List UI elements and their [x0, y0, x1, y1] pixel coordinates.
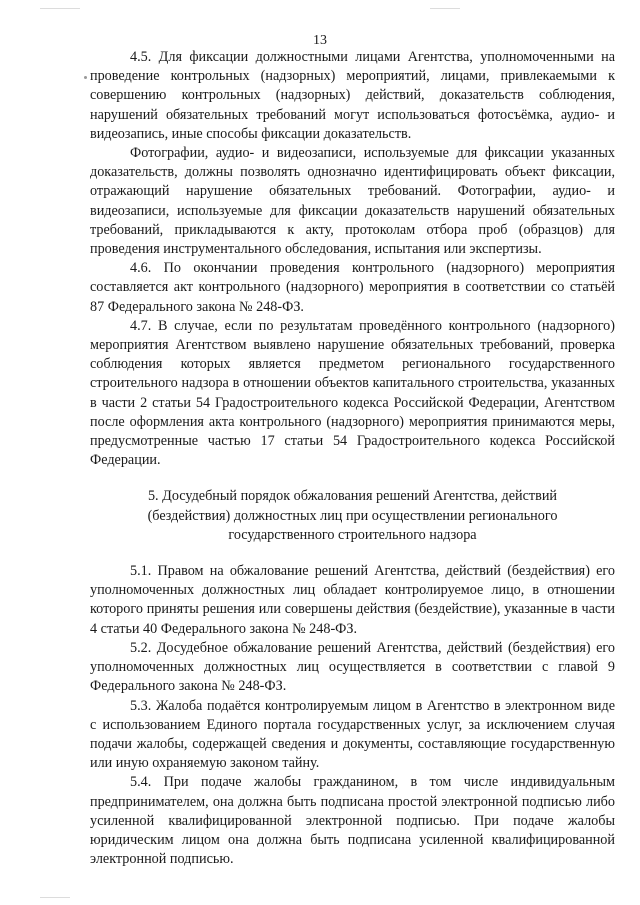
- scan-artifact: [84, 76, 87, 79]
- scan-artifact: [40, 8, 80, 9]
- paragraph-4-5: 4.5. Для фиксации должностными лицами Агентства, уполномоченными на проведение контрольных (надзорных) мероприятий, лицами, привлекаемыми к совершению контрольных (надзорных) действий, доказательств соблюдения, нарушений обязательных требований могут использоваться фотосъёмка, аудио- и видеозапись, иные способы фиксации доказательств.: [90, 49, 615, 142]
- section-heading: 5. Досудебный порядок обжалования решений Агентства, действий (бездействия) должностных лиц при осуществлении регионального государственного строительного надзора: [147, 488, 558, 543]
- paragraph-5-2: 5.2. Досудебное обжалование решений Агентства, действий (бездействия) его уполномоченных должностных лиц осуществляется в соответствии с главой 9 Федерального закона № 248-ФЗ.: [90, 639, 615, 695]
- paragraph-5-1: 5.1. Правом на обжалование решений Агентства, действий (бездействия) его уполномоченных должностных лиц обладает контролируемое лицо, в отношении которого приняты решения или совершены действия (бездействие), указанные в части 4 статьи 40 Федерального закона № 248-ФЗ.: [90, 563, 615, 637]
- paragraph-photo-evidence: Фотографии, аудио- и видеозаписи, используемые для фиксации указанных доказательств, должны позволять однозначно идентифицировать объект фиксации, отражающий нарушение обязательных требований. Фотографии, аудио- и видеозаписи, используемые для фиксации доказательств нарушений обязательных требований, прикладываются к акту, протоколам отбора проб (образцов) для проведения инструментального обследования, испытания или экспертизы.: [90, 145, 615, 258]
- page-number: 13: [313, 33, 327, 48]
- paragraph-5-3: 5.3. Жалоба подаётся контролируемым лицом в Агентство в электронном виде с использованием Единого портала государственных услуг, за исключением случая подачи жалобы, содержащей сведения и документы, составляющие государственную или иную охраняемую законом тайну.: [90, 697, 615, 772]
- paragraph-5-4: 5.4. При подаче жалобы гражданином, в том числе индивидуальным предпринимателем, она должна быть подписана простой электронной подписью либо усиленной квалифицированной электронной подписью. При подаче жалобы юридическим лицом она должна быть подписана усиленной квалифицированной электронной подписью.: [90, 774, 615, 868]
- paragraph-4-7: 4.7. В случае, если по результатам проведённого контрольного (надзорного) мероприятия Агентством выявлено нарушение обязательных требований, проверка соблюдения которых является предметом регионального государственного строительного надзора в отношении объектов капитального строительства, указанных в части 2 статьи 54 Градостроительного кодекса Российской Федерации, Агентством после оформления акта контрольного (надзорного) мероприятия принимаются меры, предусмотренные частью 17 статьи 54 Градостроительного кодекса Российской Федерации.: [90, 317, 615, 469]
- scan-artifact: [430, 8, 460, 9]
- document-body: [90, 48, 615, 869]
- scan-artifact: [40, 897, 70, 898]
- paragraph-4-6: 4.6. По окончании проведения контрольного (надзорного) мероприятия составляется акт контрольного (надзорного) мероприятия в соответствии со статьёй 87 Федерального закона № 248-ФЗ.: [90, 260, 615, 315]
